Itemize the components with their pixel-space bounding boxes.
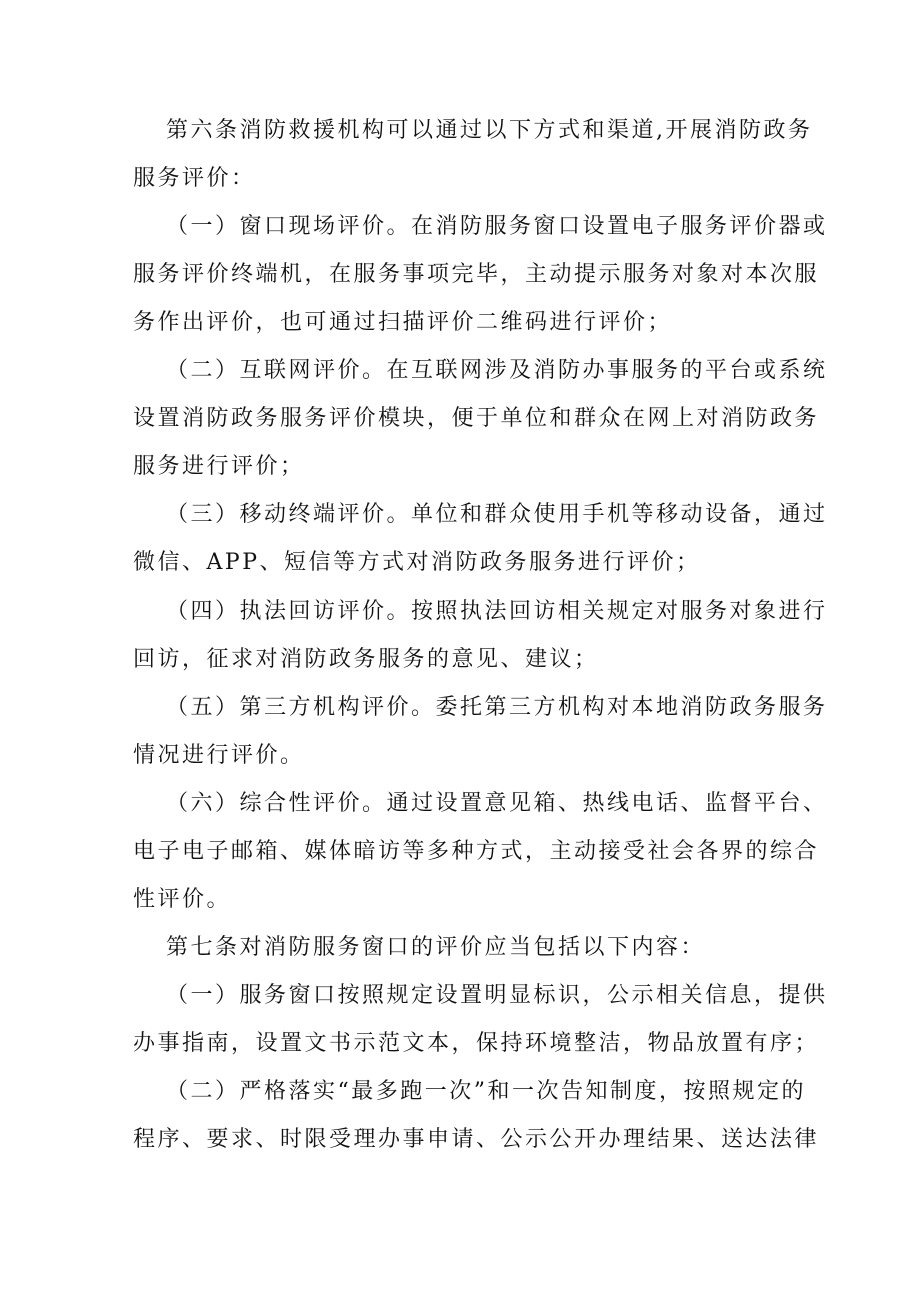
item-6-1-line-1: （一）窗口现场评价。在消防服务窗口设置电子服务评价器或 xyxy=(166,214,828,239)
item-6-1-line-2: 服务评价终端机，在服务事项完毕，主动提示服务对象对本次服 xyxy=(133,262,820,287)
item-6-2-line-1: （二）互联网评价。在互联网涉及消防办事服务的平台或系统 xyxy=(166,358,828,383)
item-6-5-line-1: （五）第三方机构评价。委托第三方机构对本地消防政务服务 xyxy=(166,695,828,720)
item-6-6-line-1: （六）综合性评价。通过设置意见箱、热线电话、监督平台、 xyxy=(166,791,828,816)
item-6-2-line-2: 设置消防政务服务评价模块，便于单位和群众在网上对消防政务 xyxy=(133,406,820,431)
item-6-6-line-2: 电子电子邮箱、媒体暗访等多种方式，主动接受社会各界的综合 xyxy=(133,839,820,864)
item-6-1-line-3: 务作出评价，也可通过扫描评价二维码进行评价； xyxy=(133,310,673,335)
item-6-5-line-2: 情况进行评价。 xyxy=(133,743,305,768)
item-7-1-line-1: （一）服务窗口按照规定设置明显标识，公示相关信息，提供 xyxy=(166,983,828,1008)
item-6-6-line-3: 性评价。 xyxy=(133,887,232,912)
article-6-line-1: 第六条消防救援机构可以通过以下方式和渠道,开展消防政务 xyxy=(166,118,813,143)
item-6-3-line-1: （三）移动终端评价。单位和群众使用手机等移动设备，通过 xyxy=(166,502,828,527)
item-6-4-line-2: 回访，征求对消防政务服务的意见、建议； xyxy=(133,647,599,672)
item-7-1-line-2: 办事指南，设置文书示范文本，保持环境整洁，物品放置有序； xyxy=(133,1031,820,1056)
item-6-2-line-3: 服务进行评价； xyxy=(133,454,305,479)
article-7-line-1: 第七条对消防服务窗口的评价应当包括以下内容： xyxy=(166,935,706,960)
article-6-line-2: 服务评价： xyxy=(133,166,256,191)
item-7-2-line-2: 程序、要求、时限受理办事申请、公示公开办理结果、送达法律 xyxy=(133,1127,820,1152)
item-6-3-line-2: 微信、APP、短信等方式对消防政务服务进行评价； xyxy=(133,550,701,575)
item-6-4-line-1: （四）执法回访评价。按照执法回访相关规定对服务对象进行 xyxy=(166,599,828,624)
item-7-2-line-1: （二）严格落实“最多跑一次”和一次告知制度，按照规定的 xyxy=(166,1079,806,1104)
